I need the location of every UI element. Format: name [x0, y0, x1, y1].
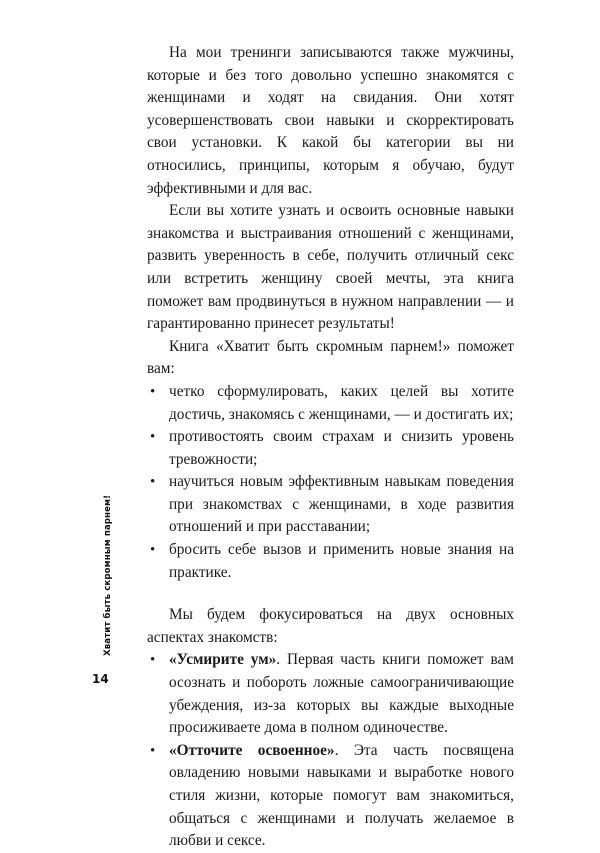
aspects-list: [147, 649, 514, 852]
aspect-title: «Усмирите ум»: [169, 651, 277, 669]
running-head: Хватит быть скромным парнем!: [103, 494, 113, 656]
bullet-icon: •: [150, 742, 156, 759]
bullet-icon: •: [150, 474, 156, 491]
aspect-title: «Отточите освоенное»: [169, 741, 335, 759]
bullet-icon: •: [150, 383, 156, 400]
paragraph-two-aspects: Мы будем фокусироваться на двух основных аспектах знакомств:: [147, 606, 514, 646]
list-item: • бросить себе вызов и применить новые знания на практике.: [150, 541, 514, 581]
paragraph-skills: Если вы хотите узнать и освоить основные навыки знакомства и выстраивания отношений с женщинами, развить уверенность в себе, получить отличный секс или встретить женщину своей мечты, эта книга поможет вам продвинуться в нужном направлении — и гарантированно принесет результаты!: [147, 202, 514, 333]
list-item: • противостоять своим страхам и снизить уровень тревожности;: [150, 428, 514, 468]
list-item: • «Отточите освоенное». Эта часть посвящена овладению новыми навыками и выработке нового стиля жизни, которые помогут вам знакомиться, общаться с женщинами и получать желаемое в любви и сексе.: [150, 741, 514, 850]
list-item: • «Усмирите ум». Первая часть книги поможет вам осознать и побороть ложные самоограничивающие убеждения, из-за которых вы каждые выходные просиживаете дома в полном одиночестве.: [150, 651, 514, 737]
list-item: • четко сформулировать, каких целей вы хотите достичь, знакомясь с женщинами, — и достигать их;: [150, 382, 514, 423]
bullet-icon: •: [150, 429, 156, 446]
goals-list: [147, 381, 514, 584]
paragraph-trainings: На мои тренинги записываются также мужчины, которые и без того довольно успешно знакомятся с женщинами и ходят на свидания. Они хотят усовершенствовать свои навыки и скорректировать свои установки. К какой бы категории вы ни относились, принципы, которым я обучаю, будут эффективными и для вас.: [147, 44, 514, 197]
bullet-icon: •: [150, 652, 156, 669]
body-text: [147, 42, 514, 853]
bullet-icon: •: [150, 542, 156, 559]
page-number: 14: [92, 672, 109, 686]
paragraph-book-helps: Книга «Хватит быть скромным парнем!» поможет вам:: [147, 337, 514, 378]
list-item: • научиться новым эффективным навыкам поведения при знакомствах с женщинами, в ходе развития отношений и при расставании;: [150, 473, 514, 536]
